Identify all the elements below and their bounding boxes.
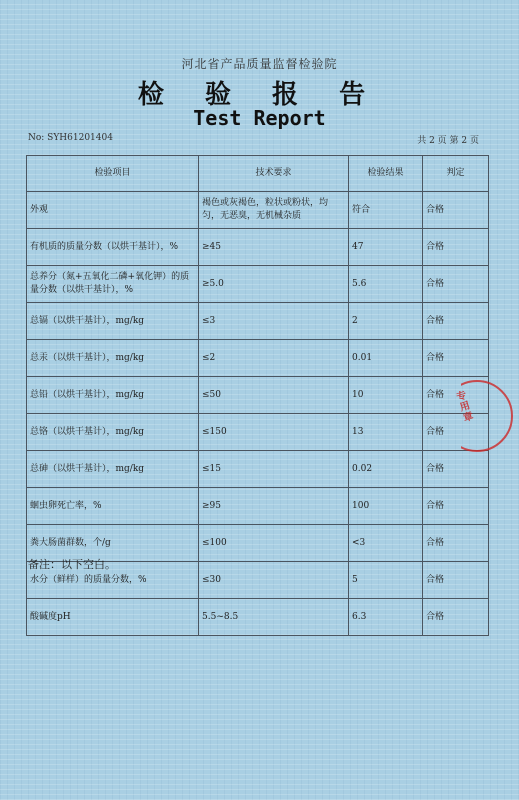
cell-result: 2 — [349, 303, 423, 340]
table-row — [27, 266, 489, 303]
cell-result: 10 — [349, 377, 423, 414]
cell-requirement: ≤50 — [199, 377, 349, 414]
table-row — [27, 303, 489, 340]
cell-judgment: 合格 — [423, 266, 489, 303]
cell-requirement: ≥95 — [199, 488, 349, 525]
cell-item: 酸碱度pH — [27, 599, 199, 636]
official-seal-text: 专用章 — [455, 389, 475, 425]
cell-item: 总汞（以烘干基计），mg/kg — [27, 340, 199, 377]
cell-result: <3 — [349, 525, 423, 562]
cell-item: 外观 — [27, 192, 199, 229]
cell-requirement: 5.5~8.5 — [199, 599, 349, 636]
cell-judgment: 合格 — [423, 192, 489, 229]
cell-judgment: 合格 — [423, 340, 489, 377]
cell-item: 水分（鲜样）的质量分数，% — [27, 562, 199, 599]
cell-item: 粪大肠菌群数，个/g — [27, 525, 199, 562]
cell-result: 47 — [349, 229, 423, 266]
institute-name: 河北省产品质量监督检验院 — [181, 57, 338, 71]
cell-result: 0.01 — [349, 340, 423, 377]
cell-result: 6.3 — [349, 599, 423, 636]
cell-requirement: ≤3 — [199, 303, 349, 340]
cell-result: 100 — [349, 488, 423, 525]
table-row — [27, 229, 489, 266]
cell-item: 蛔虫卵死亡率，% — [27, 488, 199, 525]
table-row — [27, 192, 489, 229]
cell-judgment: 合格 — [423, 599, 489, 636]
cell-requirement: ≥5.0 — [199, 266, 349, 303]
table-row — [27, 340, 489, 377]
cell-judgment: 合格 — [423, 303, 489, 340]
report-number: No: SYH6120140​4 — [28, 133, 113, 143]
remarks: 备注：以下空白。 — [28, 558, 116, 571]
cell-judgment: 合格 — [423, 451, 489, 488]
table-header-row — [27, 156, 489, 192]
cell-judgment: 合格 — [423, 488, 489, 525]
cell-requirement: 褐色或灰褐色，粒状或粉状，均匀，无恶臭，无机械杂质 — [199, 192, 349, 229]
column-header-requirement: 技术要求 — [199, 156, 349, 192]
cell-judgment: 合格 — [423, 525, 489, 562]
cell-item: 总养分（氮+五氧化二磷+氧化钾）的质量分数（以烘干基计），% — [27, 266, 199, 303]
cell-item: 总铅（以烘干基计），mg/kg — [27, 377, 199, 414]
cell-requirement: ≤30 — [199, 562, 349, 599]
table-row — [27, 488, 489, 525]
cell-result: 0.02 — [349, 451, 423, 488]
column-header-judgment: 判定 — [423, 156, 489, 192]
cell-requirement: ≤2 — [199, 340, 349, 377]
table-row — [27, 414, 489, 451]
cell-judgment: 合格 — [423, 229, 489, 266]
cell-item: 总砷（以烘干基计），mg/kg — [27, 451, 199, 488]
cell-result: 符合 — [349, 192, 423, 229]
cell-requirement: ≥45 — [199, 229, 349, 266]
cell-requirement: ≤15 — [199, 451, 349, 488]
cell-judgment: 合格 — [423, 377, 489, 414]
cell-judgment: 合格 — [423, 562, 489, 599]
cell-requirement: ≤150 — [199, 414, 349, 451]
page-info: 共 2 页 第 2 页 — [417, 136, 479, 146]
column-header-result: 检验结果 — [349, 156, 423, 192]
cell-result: 5.6 — [349, 266, 423, 303]
cell-judgment: 合格 — [423, 414, 489, 451]
cell-item: 总镉（以烘干基计），mg/kg — [27, 303, 199, 340]
table-row — [27, 451, 489, 488]
cell-item: 总铬（以烘干基计），mg/kg — [27, 414, 199, 451]
report-title-cn: 检 验 报 告 — [137, 80, 382, 110]
cell-result: 5 — [349, 562, 423, 599]
column-header-item: 检验项目 — [27, 156, 199, 192]
cell-result: 13 — [349, 414, 423, 451]
table-row — [27, 599, 489, 636]
table-row — [27, 377, 489, 414]
cell-item: 有机质的质量分数（以烘干基计），% — [27, 229, 199, 266]
report-title-en: Test Report — [193, 106, 326, 130]
cell-requirement: ≤100 — [199, 525, 349, 562]
